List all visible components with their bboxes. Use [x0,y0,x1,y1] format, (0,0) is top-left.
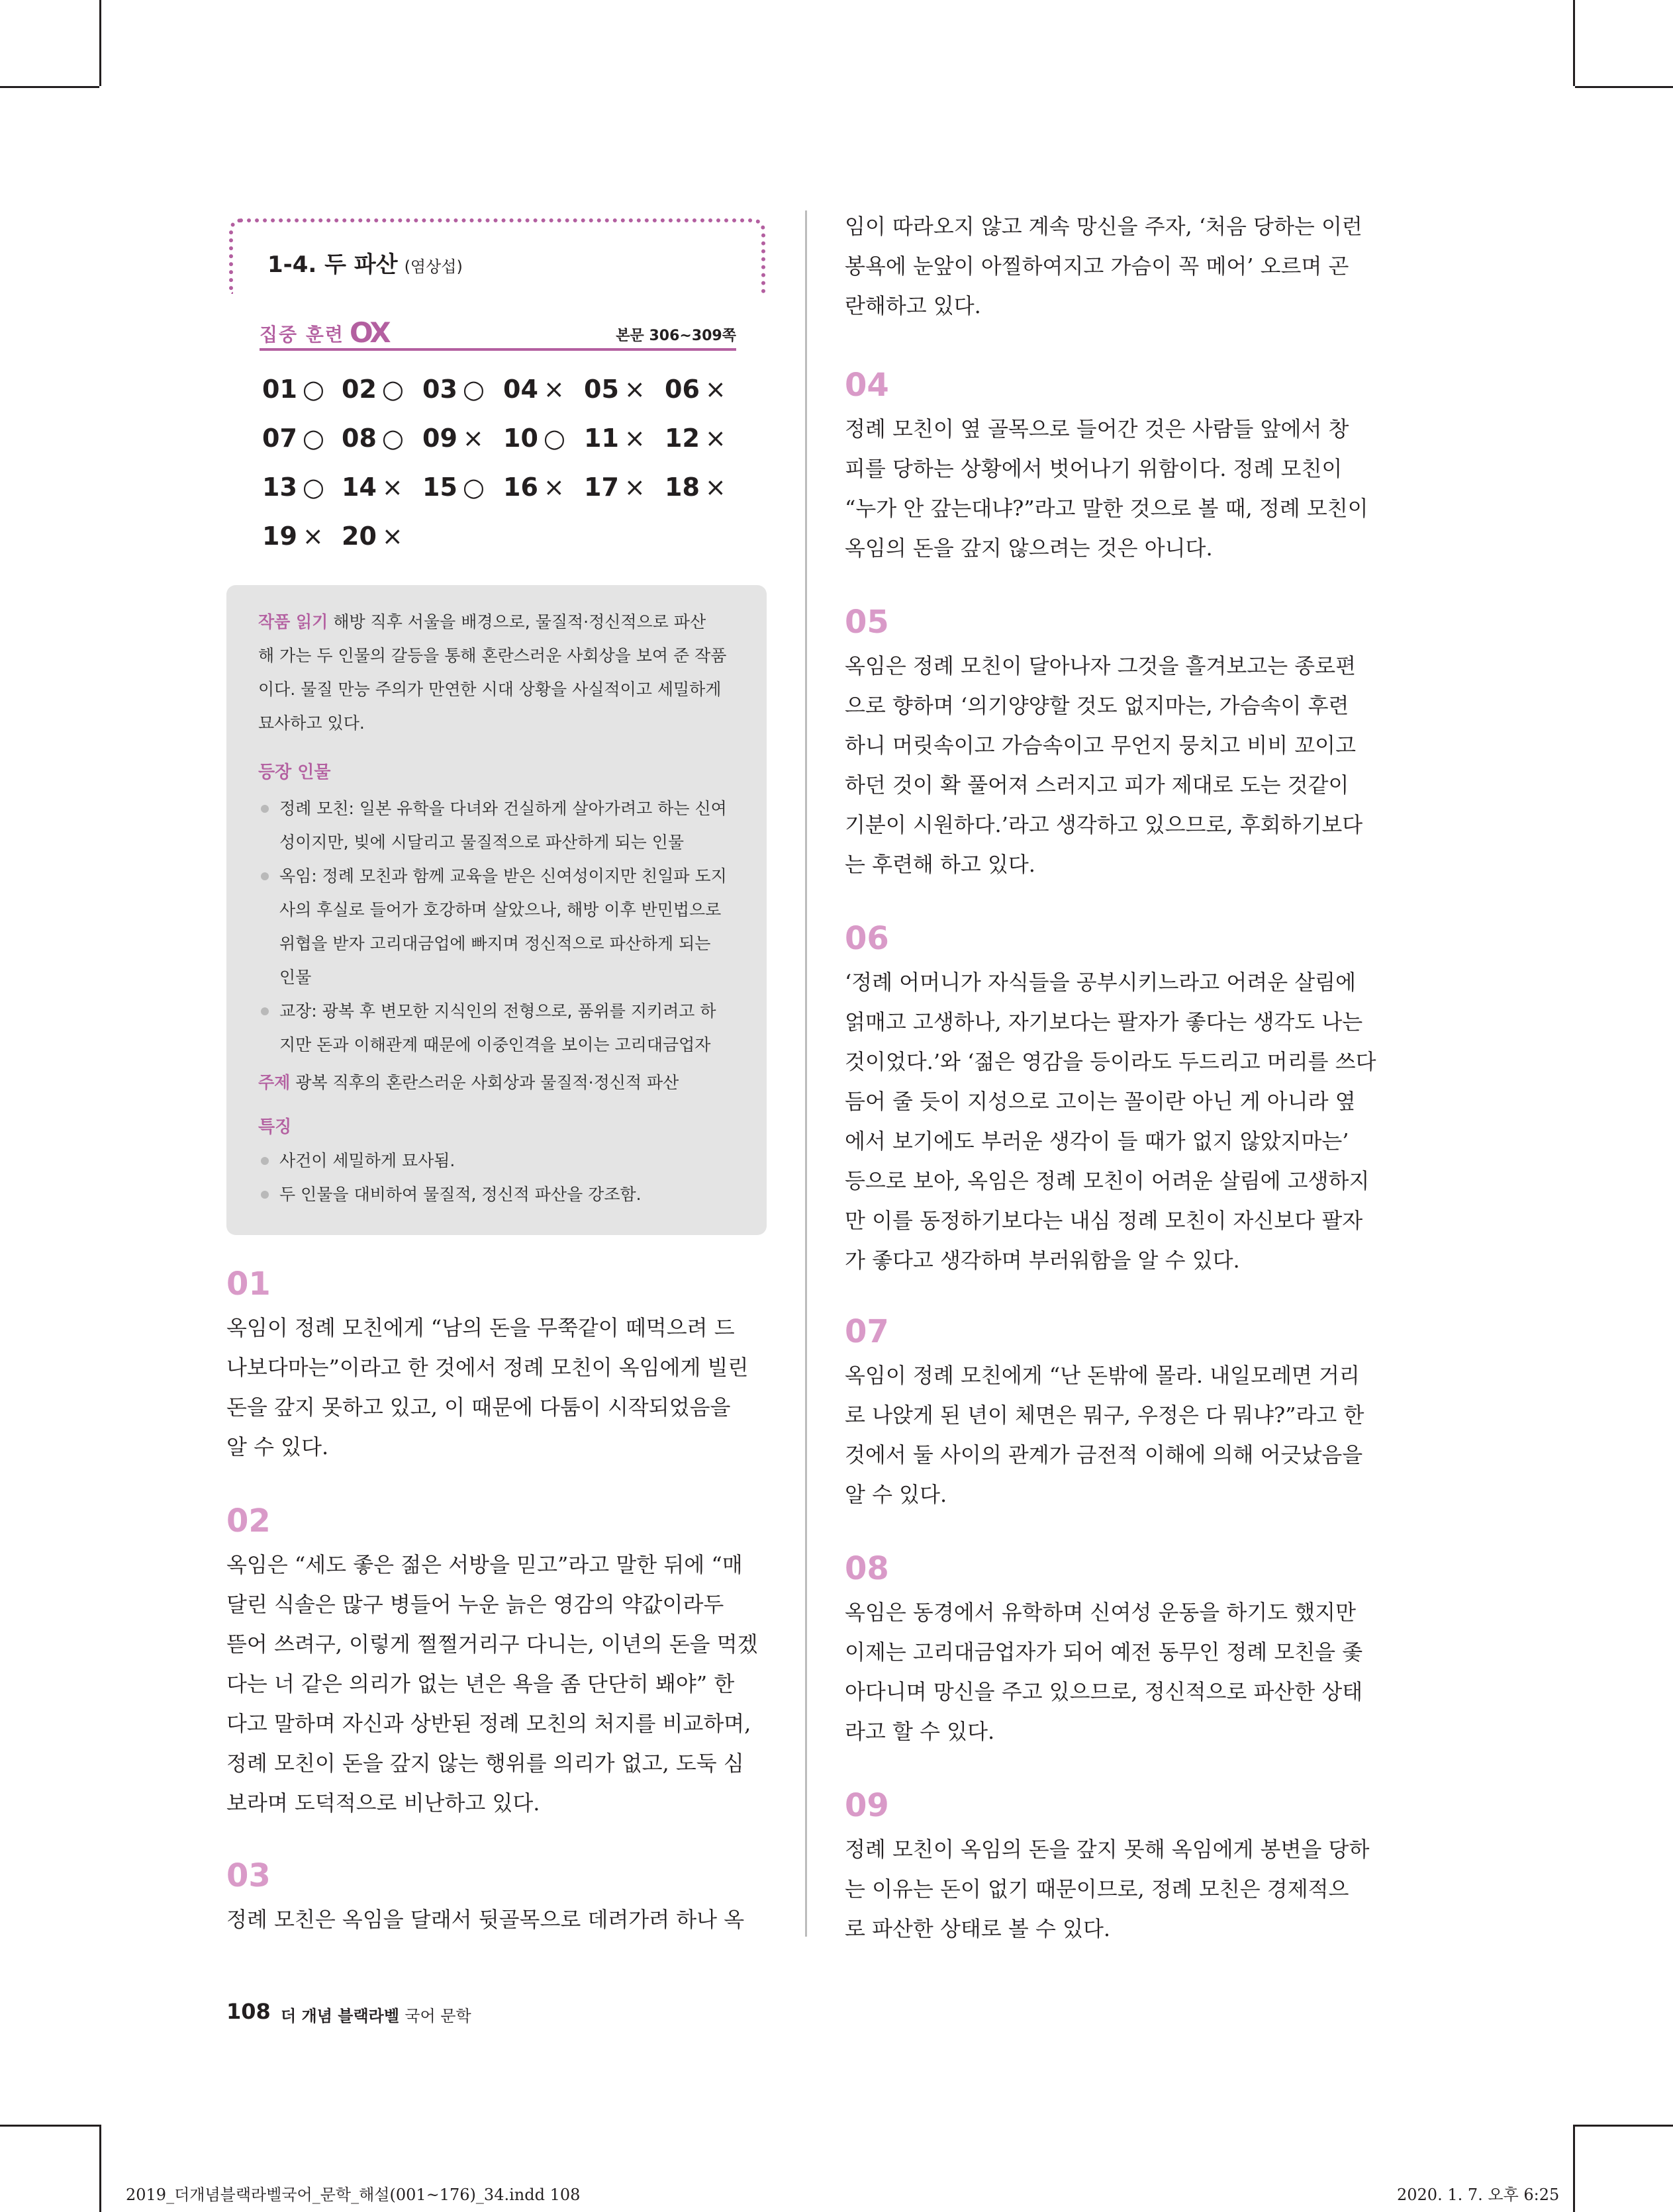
character-item [258,792,741,859]
answer-item [342,424,404,453]
answer-item [422,424,484,453]
page-reference: 본문 306~309쪽 [616,328,736,344]
answer-number: 16 [503,473,538,502]
theme-text: 광복 직후의 혼란스러운 사회상과 물질적·정신적 파산 [295,1073,679,1092]
question-number: 02 [226,1502,271,1540]
answer-mark: ○ [381,424,405,453]
explanation-line: 뜯어 쓰려구, 이렇게 쩔쩔거리구 다니는, 이년의 돈을 먹겠 [226,1632,758,1657]
explanation-line: 보라며 도덕적으로 비난하고 있다. [226,1790,540,1816]
answer-number: 12 [665,424,700,453]
question-number: 04 [845,367,889,404]
explanation-line: 얽매고 고생하나, 자기보다는 팔자가 좋다는 생각도 나는 [845,1009,1363,1035]
question-number: 01 [226,1266,271,1303]
feature-item [258,1177,741,1211]
explanation-line: 돈을 갚지 못하고 있고, 이 때문에 다툼이 시작되었음을 [226,1395,731,1420]
explanation-line: 정례 모친이 옥임의 돈을 갚지 못해 옥임에게 봉변을 당하 [845,1837,1370,1862]
answer-number: 09 [422,424,457,453]
reading-line: 이다. 물질 만능 주의가 만연한 시대 상황을 사실적이고 세밀하게 [258,680,722,699]
answer-item [665,424,726,453]
answer-mark: × [704,473,726,502]
answer-mark: ○ [302,375,325,404]
question-number: 07 [845,1313,889,1350]
question-number: 05 [845,604,889,641]
explanation-line: 란해하고 있다. [845,293,981,318]
author-name: (염상섭) [404,257,463,276]
crop-mark [99,2125,101,2212]
answer-item [422,375,485,404]
answer-item [503,375,565,404]
explanation-line: 것에서 둘 사이의 관계가 금전적 이해에 의해 어긋났음을 [845,1442,1363,1467]
explanation-line: 것이었다.’와 ‘젊은 영감을 등이라도 두드리고 머리를 쓰다 [845,1049,1376,1074]
answer-item [262,473,324,502]
answer-item [665,473,726,502]
explanation-continuation [845,207,1388,326]
crop-mark [1573,2125,1575,2212]
feature-item [258,1144,741,1177]
explanation-line: “누가 안 갚는대냐?”라고 말한 것으로 볼 때, 정례 모친이 [845,496,1368,521]
explanation-line: 으로 향하며 ‘의기양양할 것도 없지마는, 가슴속이 후련 [845,693,1349,718]
answer-item [503,424,565,453]
answer-item [584,424,645,453]
features-heading: 특징 [258,1117,292,1137]
answer-number: 15 [422,473,457,502]
slug-date: 2020. 1. 7. 오후 6:25 [1397,2186,1560,2204]
answer-mark: × [462,424,484,453]
answer-item [342,375,404,404]
crop-mark [99,0,101,86]
crop-mark [1575,86,1673,88]
answer-number: 02 [342,375,377,404]
book-title-text: 더 개념 블랙라벨 [281,2007,399,2025]
explanation-line: 등으로 보아, 옥임은 정례 모친이 어려운 살림에 고생하지 [845,1168,1370,1193]
feature-text: 사건이 세밀하게 묘사됨. [279,1151,455,1170]
section-title [267,246,463,279]
answer-item [342,522,403,551]
question-number: 08 [845,1550,889,1587]
reading-line: 묘사하고 있다. [258,714,365,733]
answer-number: 01 [262,375,297,404]
explanation-line: 알 수 있다. [845,1482,947,1507]
explanation-line: 달린 식솔은 많구 병들어 누운 늙은 영감의 약값이라두 [226,1592,724,1617]
answer-number: 20 [342,522,377,551]
answer-number: 17 [584,473,619,502]
feature-text: 두 인물을 대비하여 물질적, 정신적 파산을 강조함. [279,1185,642,1204]
explanation-line: 임이 따라오지 않고 계속 망신을 주자, ‘처음 당하는 이런 [845,214,1362,239]
page-number: 108 [226,1999,271,2024]
answer-number: 18 [665,473,700,502]
character-line: 위협을 받자 고리대금업에 빠지며 정신적으로 파산하게 되는 [279,934,711,953]
explanation-line: 하던 것이 확 풀어져 스러지고 피가 제대로 도는 것같이 [845,772,1349,798]
answer-number: 13 [262,473,297,502]
answer-mark: × [302,522,324,551]
explanation-line: 로 나앉게 된 년이 체면은 뭐구, 우정은 다 뭐냐?”라고 한 [845,1403,1364,1428]
answer-mark: × [381,473,403,502]
answer-mark: ○ [381,375,405,404]
answer-number: 19 [262,522,297,551]
explanation-line: 이제는 고리대금업자가 되어 예전 동무인 정례 모친을 좇 [845,1639,1363,1665]
answer-item [262,424,324,453]
explanation-line: 는 이유는 돈이 없기 때문이므로, 정례 모친은 경제적으 [845,1876,1349,1902]
answer-mark: × [624,375,645,404]
book-title [281,2003,471,2026]
explanation-text [845,962,1388,1280]
explanation-line: 옥임이 정례 모친에게 “남의 돈을 무쭉같이 떼먹으려 드 [226,1315,735,1340]
explanation-line: 다는 너 같은 의리가 없는 년은 욕을 좀 단단히 봬야” 한 [226,1671,735,1696]
theme-section [258,1066,741,1099]
crop-mark [0,86,99,88]
explanation-text [226,1308,769,1467]
explanation-line: 옥임이 정례 모친에게 “난 돈밖에 몰라. 내일모레면 거리 [845,1363,1360,1388]
book-subject: 국어 문학 [405,2007,471,2025]
explanation-line: 봉욕에 눈앞이 아찔하여지고 가슴이 꼭 메어’ 오르며 곤 [845,253,1349,279]
answer-item [262,522,324,551]
training-label: 집중 훈련 [260,324,344,346]
answer-item [584,473,645,502]
character-line: 성이지만, 빚에 시달리고 물질적으로 파산하게 되는 인물 [279,833,685,852]
explanation-line: 나보다마는”이라고 한 것에서 정례 모친이 옥임에게 빌린 [226,1355,749,1380]
answer-item [665,375,726,404]
answer-mark: × [624,473,645,502]
explanation-line: 다고 말하며 자신과 상반된 정례 모친의 처지를 비교하며, [226,1711,751,1736]
summary-box [226,585,767,1235]
explanation-text [226,1900,769,1939]
answer-number: 04 [503,375,538,404]
question-number: 09 [845,1787,889,1824]
explanation-text [845,1829,1388,1949]
answer-mark: ○ [302,473,325,502]
column-divider [805,210,807,1937]
question-number: 06 [845,920,889,957]
explanation-line: 기분이 시원하다.’라고 생각하고 있으므로, 후회하기보다 [845,812,1363,837]
answer-mark: ○ [543,424,566,453]
answer-item [262,375,324,404]
reading-section [258,605,741,740]
explanation-text [226,1545,769,1823]
explanation-line: 정례 모친이 돈을 갚지 않는 행위를 의리가 없고, 도둑 심 [226,1751,744,1776]
explanation-line: 알 수 있다. [226,1434,329,1459]
answer-number: 14 [342,473,377,502]
explanation-line: 정례 모친은 옥임을 달래서 뒷골목으로 데려가려 하나 옥 [226,1907,745,1932]
explanation-line: 만 이를 동정하기보다는 내심 정례 모친이 자신보다 팔자 [845,1208,1363,1233]
answer-number: 11 [584,424,619,453]
explanation-text [845,1356,1388,1514]
explanation-line: 라고 할 수 있다. [845,1719,995,1744]
answer-item [342,473,403,502]
character-line: 정례 모친: 일본 유학을 다녀와 건실하게 살아가려고 하는 신여 [279,799,727,818]
section-header [229,218,765,294]
explanation-text [845,646,1388,884]
answer-number: 07 [262,424,297,453]
answer-mark: ○ [462,375,485,404]
explanation-line: 하니 머릿속이고 가슴속이고 무언지 뭉치고 비비 꼬이고 [845,733,1357,758]
crop-mark [1573,0,1575,86]
answer-mark: × [543,473,565,502]
reading-line: 해방 직후 서울을 배경으로, 물질적·정신적으로 파산 [333,612,706,631]
crop-mark [1575,2125,1673,2127]
answer-item [584,375,645,404]
explanation-line: ‘정례 어머니가 자식들을 공부시키느라고 어려운 살림에 [845,970,1357,995]
explanation-line: 옥임은 동경에서 유학하며 신여성 운동을 하기도 했지만 [845,1600,1357,1625]
crop-mark [0,2125,99,2127]
character-item [258,859,741,994]
answer-mark: ○ [462,473,485,502]
explanation-line: 듬어 줄 듯이 지성으로 고이는 꼴이란 아닌 게 아니라 옆 [845,1089,1356,1114]
answer-mark: × [704,375,726,404]
explanation-line: 로 파산한 상태로 볼 수 있다. [845,1916,1111,1941]
answer-item [422,473,485,502]
answer-number: 08 [342,424,377,453]
answer-mark: ○ [302,424,325,453]
character-line: 지만 돈과 이해관계 때문에 이중인격을 보이는 고리대금업자 [279,1035,711,1054]
explanation-text [845,1592,1388,1751]
explanation-line: 옥임의 돈을 갚지 않으려는 것은 아니다. [845,535,1213,561]
explanation-line: 가 좋다고 생각하며 부러워함을 알 수 있다. [845,1248,1240,1273]
explanation-line: 정례 모친이 옆 골목으로 들어간 것은 사람들 앞에서 창 [845,416,1349,441]
answer-mark: × [624,424,645,453]
character-line: 옥임: 정례 모친과 함께 교육을 받은 신여성이지만 친일파 도지 [279,866,727,886]
explanation-line: 는 후련해 하고 있다. [845,852,1035,877]
training-bar [260,316,736,351]
answer-number: 03 [422,375,457,404]
answer-number: 05 [584,375,619,404]
explanation-line: 피를 당하는 상황에서 벗어나기 위함이다. 정례 모친이 [845,456,1343,481]
ox-logo-icon: OX [350,316,389,349]
reading-line: 해 가는 두 인물의 갈등을 통해 혼란스러운 사회상을 보여 준 작품 [258,646,727,665]
characters-heading: 등장 인물 [258,762,331,782]
character-line: 교장: 광복 후 변모한 지식인의 전형으로, 품위를 지키려고 하 [279,1001,716,1021]
answer-item [503,473,565,502]
answer-number: 06 [665,375,700,404]
answer-mark: × [704,424,726,453]
answer-number: 10 [503,424,538,453]
answer-mark: × [543,375,565,404]
character-line: 사의 후실로 들어가 호강하며 살았으나, 해방 이후 반민법으로 [279,900,722,919]
character-item [258,994,741,1062]
explanation-line: 아다니며 망신을 주고 있으므로, 정신적으로 파산한 상태 [845,1679,1363,1704]
question-number: 03 [226,1857,271,1894]
section-title-text: 1-4. 두 파산 [267,252,398,278]
character-line: 인물 [279,968,312,987]
explanation-line: 에서 보기에도 부러운 생각이 들 때가 없지 않았지마는’ [845,1129,1349,1154]
explanation-line: 옥임은 “세도 좋은 젊은 서방을 믿고”라고 말한 뒤에 “매 [226,1552,743,1577]
answer-mark: × [381,522,403,551]
theme-label: 주제 [258,1073,291,1092]
slug-filename: 2019_더개념블랙라벨국어_문학_해설(001~176)_34.indd 108 [126,2186,581,2204]
reading-label: 작품 읽기 [258,612,328,631]
explanation-line: 옥임은 정례 모친이 달아나자 그것을 흘겨보고는 종로편 [845,653,1357,678]
explanation-text [845,409,1388,568]
